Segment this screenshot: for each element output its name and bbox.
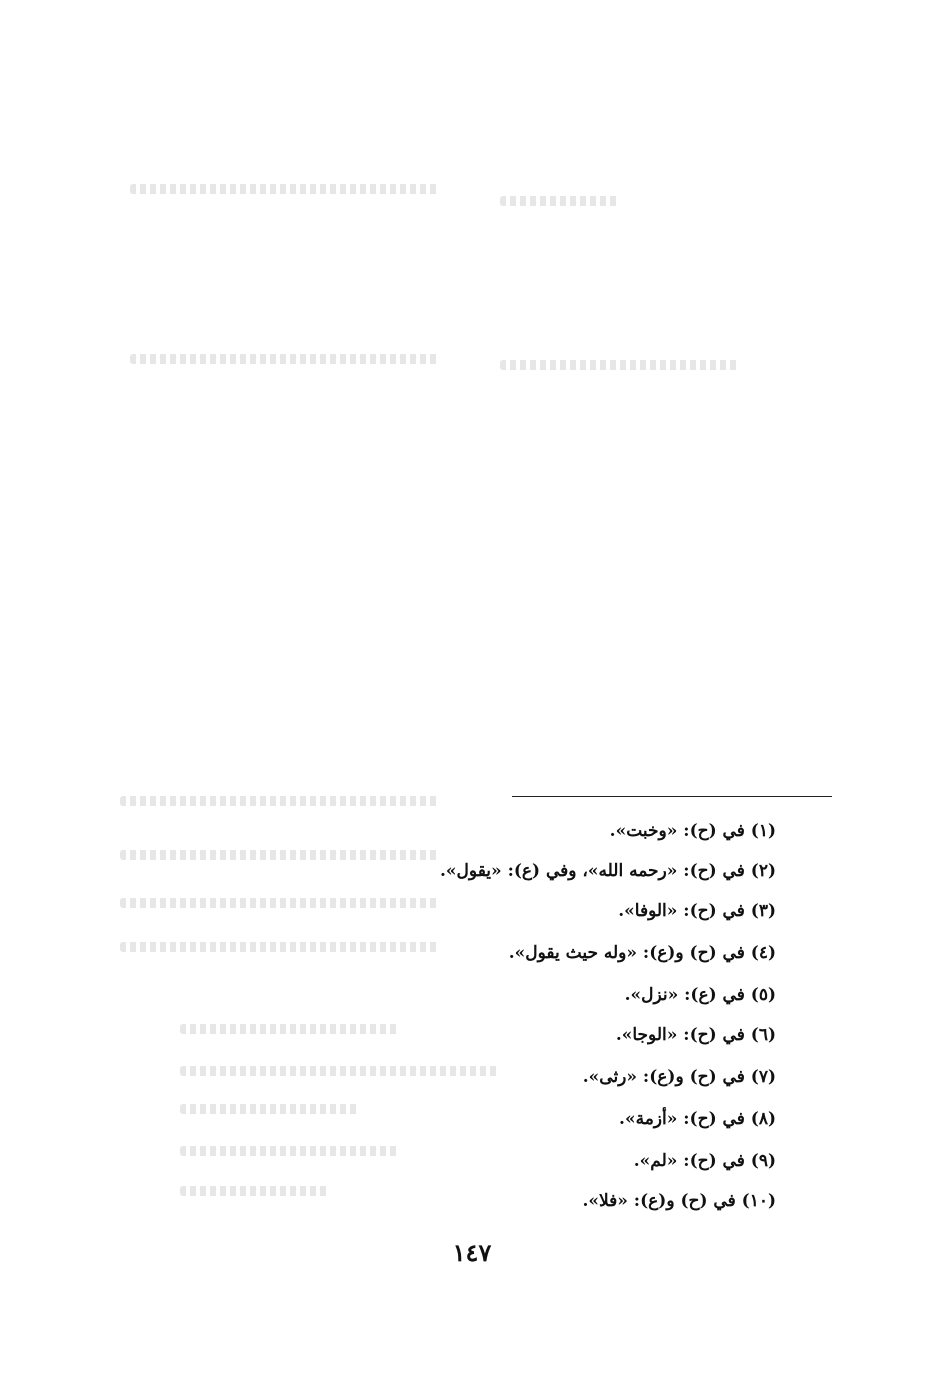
footnote: (٢) في (ح): «رحمه الله»، وفي (ع): «يقول».: [440, 861, 776, 881]
footnote: (٩) في (ح): «لم».: [633, 1151, 776, 1171]
footnote-separator: [512, 796, 832, 797]
bleed-through-mark: [180, 1186, 330, 1196]
bleed-through-mark: [120, 796, 440, 806]
bleed-through-mark: [130, 354, 440, 364]
bleed-through-mark: [500, 360, 740, 370]
footnote: (٣) في (ح): «الوفا».: [618, 901, 776, 921]
footnote: (٥) في (ع): «نزل».: [624, 985, 776, 1005]
bleed-through-mark: [120, 898, 440, 908]
bleed-through-mark: [130, 184, 440, 194]
bleed-through-mark: [120, 942, 440, 952]
page-number: ١٤٧: [452, 1238, 492, 1267]
bleed-through-mark: [180, 1146, 400, 1156]
footnote: (٨) في (ح): «أزمة».: [619, 1109, 776, 1129]
footnote: (٧) في (ح) و(ع): «رثى».: [582, 1067, 776, 1087]
bleed-through-mark: [180, 1104, 360, 1114]
footnote: (٦) في (ح): «الوجا».: [615, 1025, 776, 1045]
bleed-through-mark: [180, 1024, 400, 1034]
footnote: (١٠) في (ح) و(ع): «فلا».: [582, 1191, 776, 1211]
bleed-through-mark: [120, 850, 440, 860]
bleed-through-mark: [500, 196, 620, 206]
footnote: (٤) في (ح) و(ع): «وله حيث يقول».: [508, 943, 776, 963]
bleed-through-mark: [180, 1066, 500, 1076]
footnote: (١) في (ح): «وخبت».: [609, 821, 776, 841]
